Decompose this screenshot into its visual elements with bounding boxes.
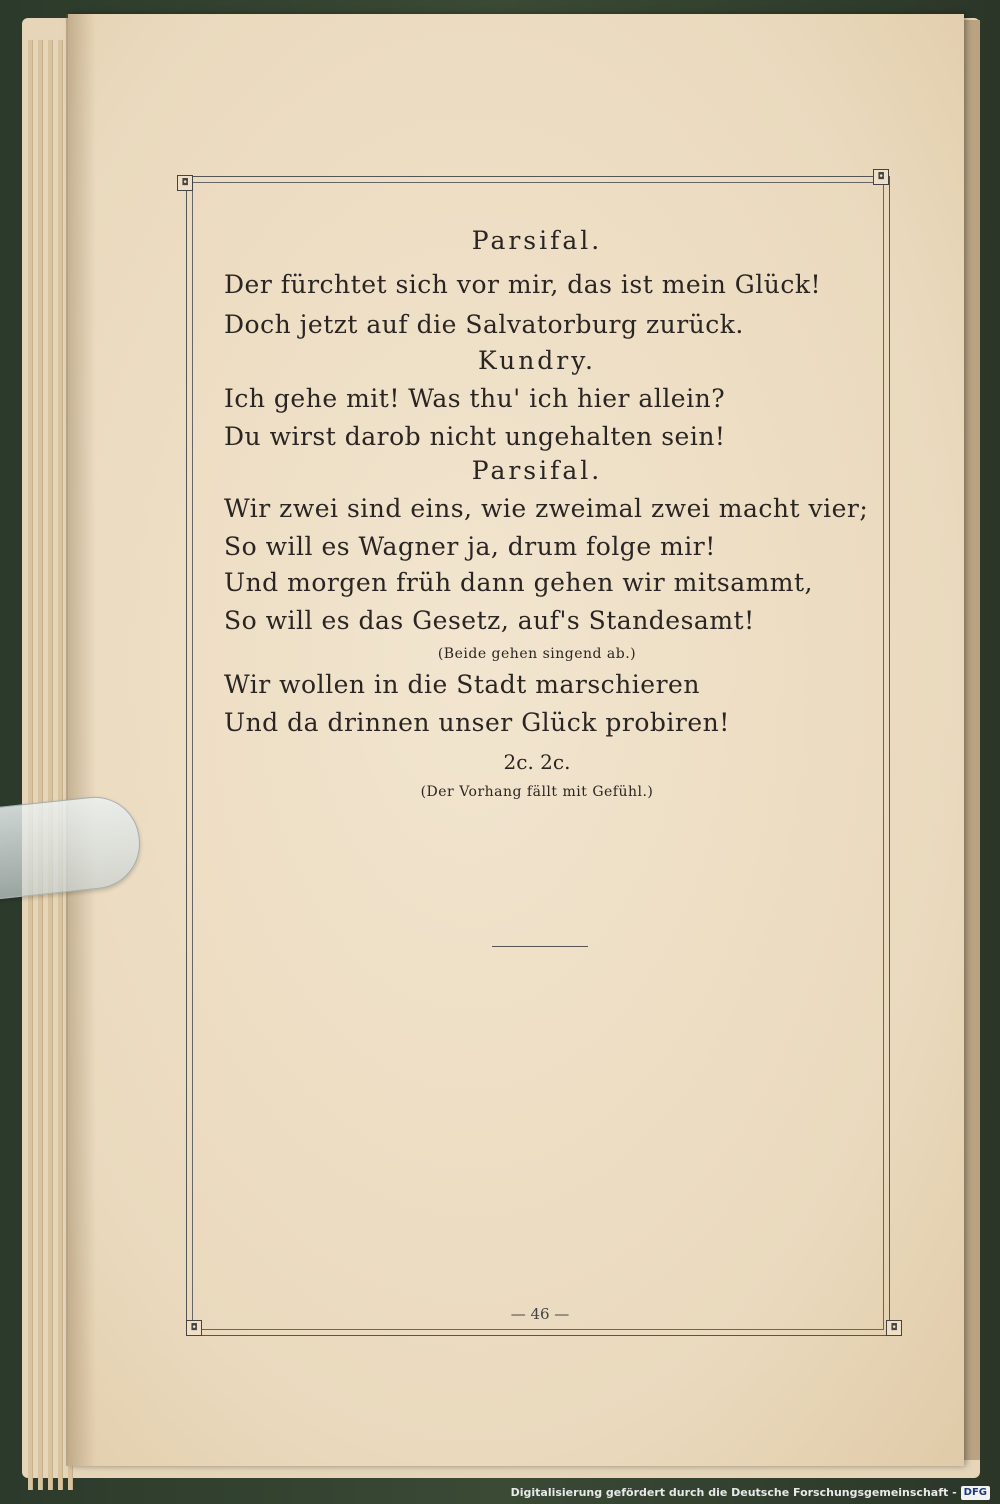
speaker-name: Parsifal. bbox=[471, 226, 603, 255]
page-edge bbox=[38, 40, 43, 1490]
verse-line: Doch jetzt auf die Salvatorburg zurück. bbox=[224, 310, 744, 339]
corner-ornament-icon: ◘ bbox=[886, 1320, 902, 1336]
dfg-logo: DFG bbox=[961, 1486, 990, 1500]
page-edge bbox=[28, 40, 33, 1490]
end-rule bbox=[492, 946, 588, 947]
stage-direction: (Beide gehen singend ab.) bbox=[437, 646, 637, 662]
facing-page-edge bbox=[962, 20, 980, 1460]
page-edge bbox=[58, 40, 63, 1490]
verse-line: Ich gehe mit! Was thu' ich hier allein? bbox=[224, 384, 726, 413]
verse-line: Du wirst darob nicht ungehalten sein! bbox=[224, 422, 726, 451]
stage-direction: (Der Vorhang fällt mit Gefühl.) bbox=[420, 784, 654, 800]
corner-ornament-icon: ◘ bbox=[186, 1320, 202, 1336]
credit-text: Digitalisierung gefördert durch die Deutsche Forschungsgemeinschaft - bbox=[510, 1486, 957, 1499]
verse-line: Und da drinnen unser Glück probiren! bbox=[224, 708, 730, 737]
spine-shadow bbox=[66, 14, 96, 1466]
verse-line: Der fürchtet sich vor mir, das ist mein Glück! bbox=[224, 270, 822, 299]
speaker-name: Parsifal. bbox=[471, 456, 603, 485]
etcetera-mark: 2c. 2c. bbox=[503, 750, 571, 774]
verse-line: Wir wollen in die Stadt marschieren bbox=[224, 670, 700, 699]
digitization-credit bbox=[511, 1482, 990, 1504]
page-edge bbox=[48, 40, 53, 1490]
verse-line: So will es Wagner ja, drum folge mir! bbox=[224, 532, 716, 561]
corner-ornament-icon: ◘ bbox=[177, 175, 193, 191]
corner-ornament-icon: ◘ bbox=[873, 169, 889, 185]
speaker-name: Kundry. bbox=[477, 346, 597, 375]
verse-line: Und morgen früh dann gehen wir mitsammt, bbox=[224, 568, 814, 597]
page-number: — 46 — bbox=[510, 1305, 570, 1323]
verse-line: So will es das Gesetz, auf's Standesamt! bbox=[224, 606, 755, 635]
verse-line: Wir zwei sind eins, wie zweimal zwei macht vier; bbox=[224, 494, 869, 523]
